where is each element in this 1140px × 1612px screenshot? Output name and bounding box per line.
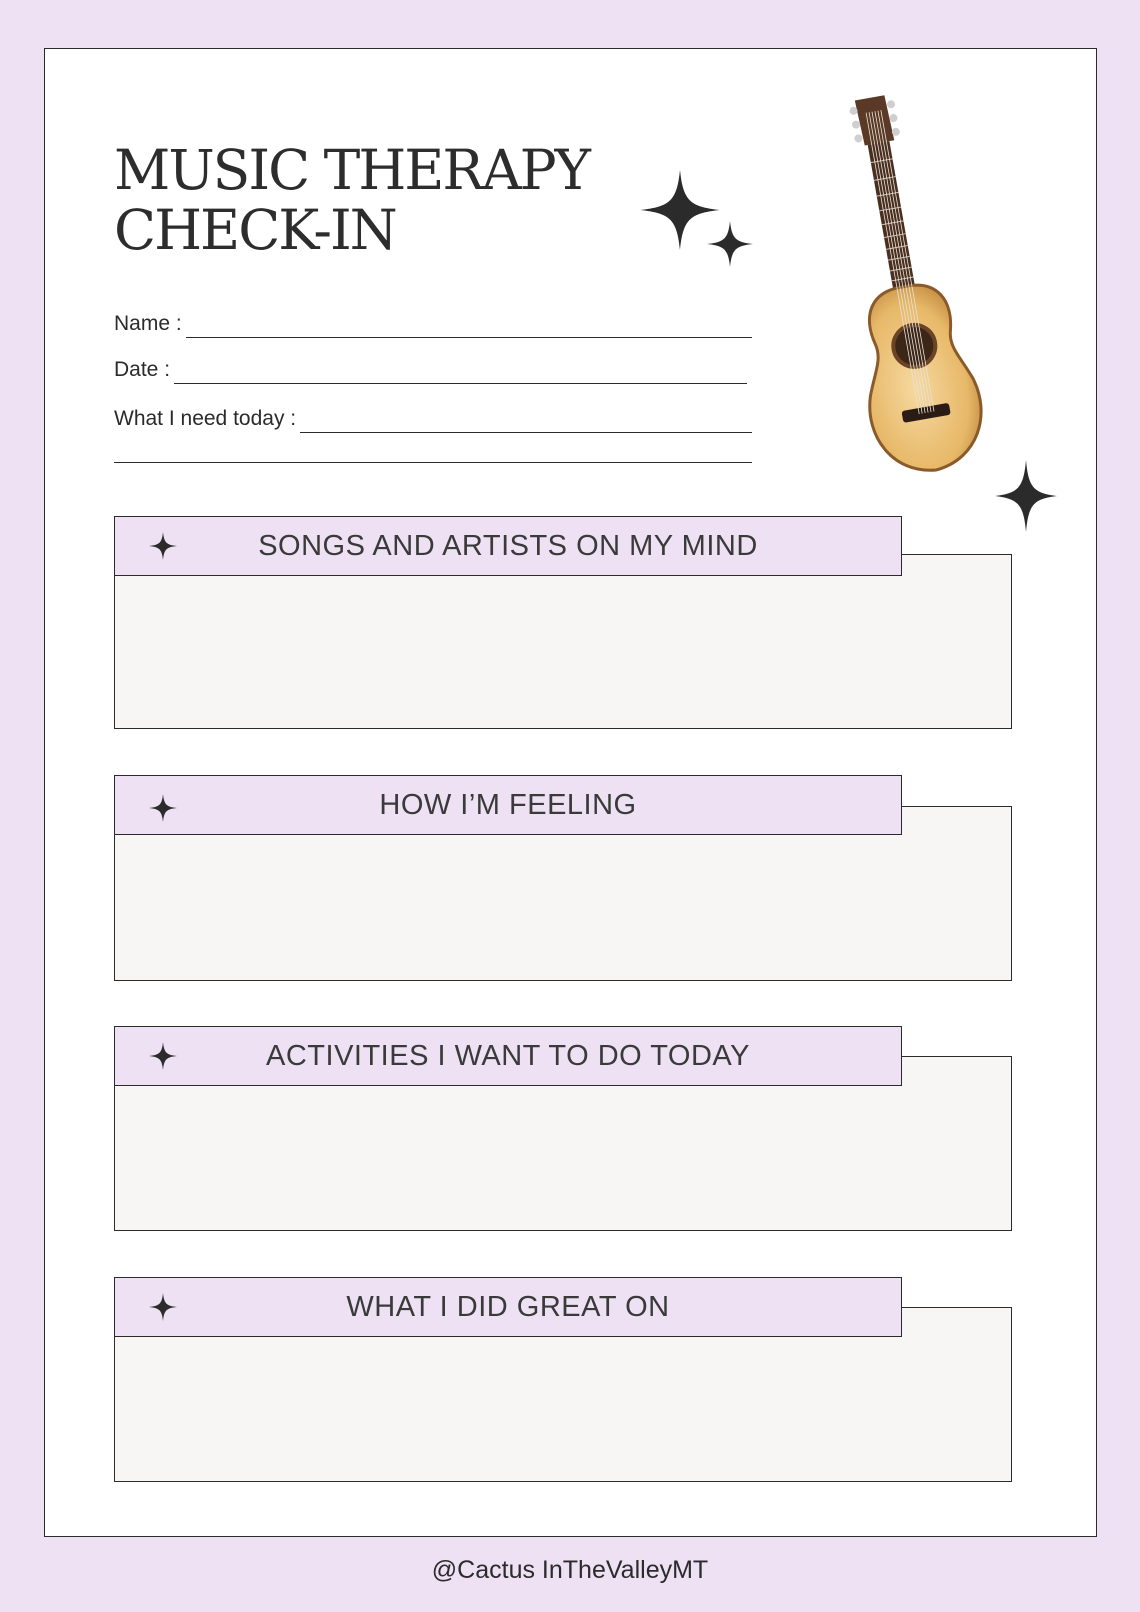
section-activities [114,1026,1012,1231]
section-title: HOW I’M FEELING [379,789,637,821]
need-today-extra-line[interactable] [114,462,752,463]
section-title: ACTIVITIES I WANT TO DO TODAY [266,1040,750,1072]
need-today-label: What I need today : [114,407,297,430]
need-today-field[interactable] [114,403,752,433]
need-today-line[interactable] [300,409,752,433]
date-field[interactable] [114,354,747,384]
section-header [114,1026,902,1086]
section-did-great [114,1277,1012,1482]
section-songs-artists [114,516,1012,729]
guitar-illustration [830,86,1010,486]
date-line[interactable] [174,360,747,384]
section-header [114,1277,902,1337]
section-header [114,516,902,576]
page-title [114,140,589,260]
sparkle-icon [707,221,753,267]
section-title: WHAT I DID GREAT ON [346,1291,670,1323]
section-feeling [114,775,1012,981]
writing-box[interactable] [114,554,1012,729]
footer-credit: @Cactus InTheValleyMT [431,1556,709,1584]
title-line-1: MUSIC THERAPY [114,138,589,202]
section-header [114,775,902,835]
title-line-2: CHECK-IN [114,198,396,262]
name-label: Name : [114,312,182,335]
name-line[interactable] [186,314,752,338]
date-label: Date : [114,358,171,381]
name-field[interactable] [114,308,752,338]
section-title: SONGS AND ARTISTS ON MY MIND [258,530,758,562]
